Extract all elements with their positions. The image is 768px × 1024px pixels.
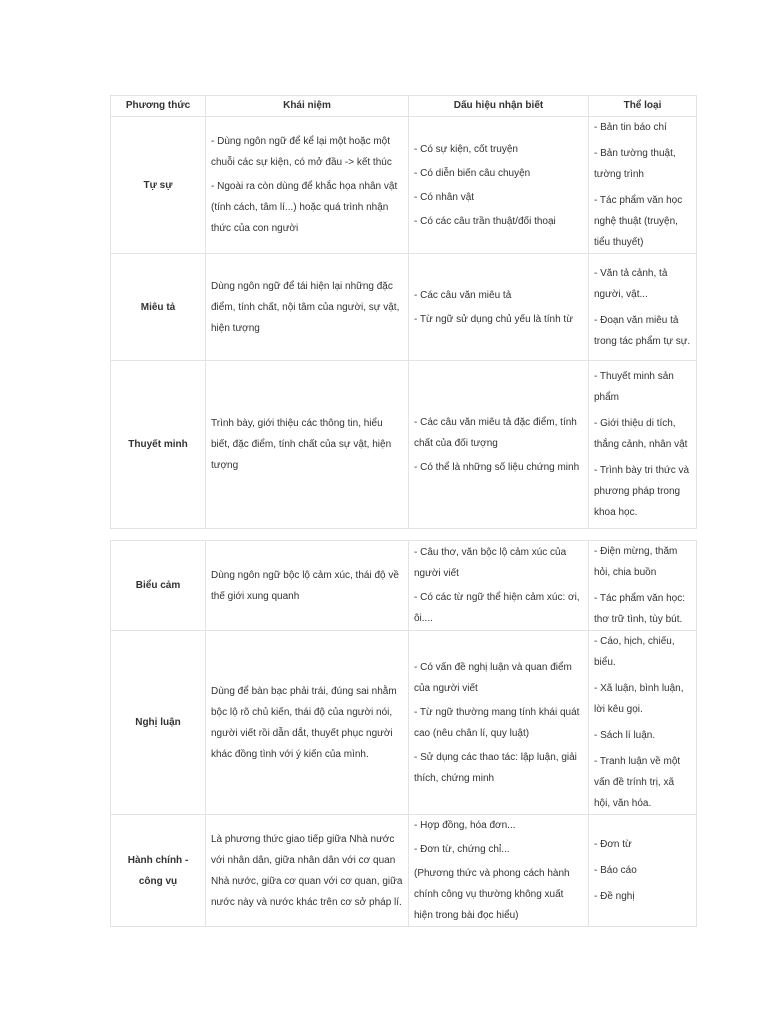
header-genres: Thể loại	[589, 96, 697, 117]
concept-cell	[206, 815, 409, 927]
genres-cell	[589, 631, 697, 815]
table-row	[111, 254, 697, 361]
document-page	[110, 95, 696, 927]
genre-item: - Thuyết minh sản phẩm	[594, 371, 674, 403]
concept-cell	[206, 631, 409, 815]
genre-item: - Tác phẩm văn học nghệ thuật (truyện, tiểu thuyết)	[594, 195, 683, 248]
genre-item: - Giới thiệu di tích, thắng cảnh, nhân vật	[594, 418, 688, 450]
signs-cell	[409, 631, 589, 815]
sign-item: - Từ ngữ sử dụng chủ yếu là tính từ	[414, 313, 573, 325]
method-cell: Miêu tả	[111, 254, 206, 361]
concept-text: - Dùng ngôn ngữ để kể lại một hoặc một chuỗi các sự kiện, có mở đầu -> kết thúc	[211, 136, 392, 168]
sign-item: - Hợp đồng, hóa đơn...	[414, 820, 516, 831]
sign-item: - Câu thơ, văn bộc lộ cảm xúc của người viết	[414, 547, 567, 579]
method-cell: Tự sự	[111, 117, 206, 254]
table-row	[111, 361, 697, 529]
header-method: Phương thức	[111, 96, 206, 117]
genres-cell	[589, 117, 697, 254]
methods-table	[110, 95, 697, 927]
concept-text: Dùng ngôn ngữ bộc lộ cảm xúc, thái độ về thế giới xung quanh	[211, 569, 399, 602]
genre-item: - Đề nghị	[594, 891, 635, 902]
concept-text: Dùng ngôn ngữ để tái hiện lại những đặc điểm, tính chất, nội tâm của người, sự vật, hiện tượng	[211, 280, 400, 334]
sign-item: - Sử dụng các thao tác: lập luận, giải thích, chứng minh	[414, 751, 577, 784]
concept-cell	[206, 254, 409, 361]
genre-item: - Báo cáo	[594, 865, 637, 876]
page-gap	[111, 529, 697, 541]
method-cell: Thuyết minh	[111, 361, 206, 529]
concept-text: Dùng để bàn bạc phải trái, đúng sai nhằm bộc lộ rõ chủ kiến, thái độ của người nói, người viết rồi dẫn dắt, thuyết phục người khác đồng tình với ý kiến của mình.	[211, 685, 397, 760]
sign-item: (Phương thức và phong cách hành chính công vụ thường không xuất hiện trong bài đọc hiểu)	[414, 868, 570, 921]
genre-item: - Trình bày tri thức và phương pháp trong khoa học.	[594, 465, 690, 518]
method-cell: Biểu cảm	[111, 541, 206, 631]
concept-text: Là phương thức giao tiếp giữa Nhà nước với nhân dân, giữa nhân dân với cơ quan Nhà nước, giữa cơ quan với cơ quan, giữa nước này và nước khác trên cơ sở pháp lí.	[211, 833, 403, 908]
sign-item: - Có diễn biến câu chuyện	[414, 167, 531, 179]
sign-item: - Có thể là những số liệu chứng minh	[414, 461, 580, 473]
sign-item: - Các câu văn miêu tả	[414, 289, 512, 301]
concept-cell	[206, 541, 409, 631]
genres-cell	[589, 361, 697, 529]
signs-cell	[409, 541, 589, 631]
sign-item: - Có nhân vật	[414, 191, 475, 203]
genre-item: - Xã luận, bình luận, lời kêu gọi.	[594, 683, 684, 715]
genres-cell	[589, 815, 697, 927]
signs-cell	[409, 361, 589, 529]
method-cell: Hành chính - công vụ	[111, 815, 206, 927]
genre-item: - Tranh luận về một vấn đề trính trị, xã hội, văn hóa.	[594, 756, 681, 809]
genre-item: - Điện mừng, thăm hỏi, chia buồn	[594, 546, 678, 578]
table-row	[111, 541, 697, 631]
header-signs: Dấu hiệu nhận biết	[409, 96, 589, 117]
genre-item: - Bản tin báo chí	[594, 122, 667, 133]
sign-item: - Có các câu trần thuật/đối thoại	[414, 215, 556, 227]
sign-item: - Đơn từ, chứng chỉ...	[414, 844, 510, 855]
concept-text: Trình bày, giới thiệu các thông tin, hiểu biết, đặc điểm, tính chất của sự vật, hiện tượng	[211, 418, 392, 471]
genre-item: - Tác phẩm văn học: thơ trữ tình, tùy bút.	[594, 593, 685, 625]
genre-item: - Văn tả cảnh, tả người, vật...	[594, 267, 668, 300]
signs-cell	[409, 254, 589, 361]
genre-item: - Bản tường thuật, tường trình	[594, 148, 676, 180]
table-header-row	[111, 96, 697, 117]
table-row	[111, 815, 697, 927]
sign-item: - Có sự kiện, cốt truyện	[414, 143, 518, 155]
genre-item: - Cáo, hịch, chiếu, biểu.	[594, 636, 675, 668]
table-row	[111, 631, 697, 815]
sign-item: - Các câu văn miêu tả đặc điểm, tính chất của đối tượng	[414, 416, 577, 449]
table-row	[111, 117, 697, 254]
method-cell: Nghị luận	[111, 631, 206, 815]
genre-item: - Sách lí luận.	[594, 730, 656, 741]
genre-item: - Đơn từ	[594, 839, 632, 850]
genres-cell	[589, 541, 697, 631]
concept-cell	[206, 117, 409, 254]
signs-cell	[409, 815, 589, 927]
signs-cell	[409, 117, 589, 254]
concept-text: - Ngoài ra còn dùng để khắc họa nhân vật (tính cách, tâm lí...) hoặc quá trình nhận thức của con người	[211, 181, 398, 234]
concept-cell	[206, 361, 409, 529]
genre-item: - Đoạn văn miêu tả trong tác phẩm tự sự.	[594, 314, 691, 347]
sign-item: - Từ ngữ thường mang tính khái quát cao (nêu chân lí, quy luật)	[414, 706, 580, 739]
sign-item: - Có các từ ngữ thể hiện cảm xúc: ơi, ôi....	[414, 592, 580, 624]
genres-cell	[589, 254, 697, 361]
header-concept: Khái niệm	[206, 96, 409, 117]
sign-item: - Có vấn đề nghị luận và quan điểm của người viết	[414, 661, 572, 694]
